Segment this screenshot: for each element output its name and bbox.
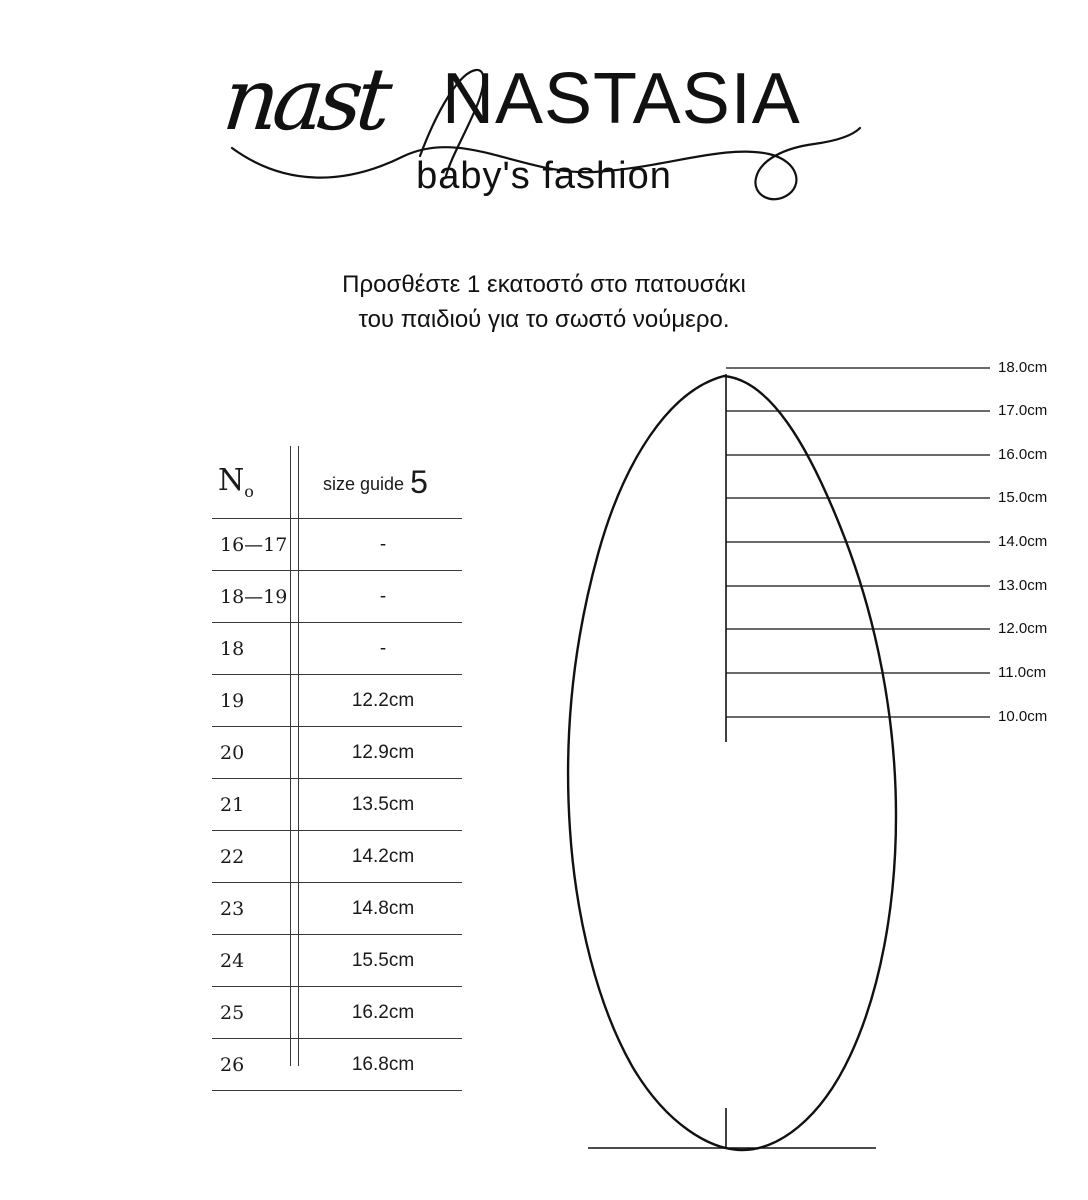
table-header-size-sub: o: [244, 482, 254, 501]
table-cell-size: 25: [212, 987, 309, 1039]
table-row: [212, 779, 462, 831]
scale-label: 14.0cm: [998, 533, 1048, 550]
table-header-size-letter: N: [218, 463, 245, 498]
scale-label: 15.0cm: [998, 489, 1048, 506]
scale-label: 10.0cm: [998, 708, 1048, 725]
table-cell-length: 16.8cm: [309, 1039, 462, 1091]
table-row: [212, 571, 462, 623]
instruction-text: [0, 268, 1088, 338]
table-header-guide-number: 5: [410, 463, 428, 500]
table-cell-size: 18—19: [212, 571, 309, 623]
table-cell-length: 12.2cm: [309, 675, 462, 727]
table-cell-size: 19: [212, 675, 309, 727]
table-cell-size: 23: [212, 883, 309, 935]
table-row: [212, 1039, 462, 1091]
table-cell-length: 16.2cm: [309, 987, 462, 1039]
table-row: [212, 519, 462, 571]
table-cell-length: 14.8cm: [309, 883, 462, 935]
table-cell-size: 16—17: [212, 519, 309, 571]
table-cell-size: 22: [212, 831, 309, 883]
table-cell-size: 24: [212, 935, 309, 987]
scale-label: 12.0cm: [998, 620, 1048, 637]
table-cell-size: 18: [212, 623, 309, 675]
table-header-size: [212, 446, 309, 519]
table-row: [212, 935, 462, 987]
table-row: [212, 987, 462, 1039]
size-guide-table: [212, 446, 462, 1091]
table-cell-length: 13.5cm: [309, 779, 462, 831]
table-cell-length: 14.2cm: [309, 831, 462, 883]
table-cell-length: 12.9cm: [309, 727, 462, 779]
table-cell-length: -: [309, 519, 462, 571]
scale-label: 17.0cm: [998, 402, 1048, 419]
table-cell-length: 15.5cm: [309, 935, 462, 987]
instruction-line-1: Προσθέστε 1 εκατοστό στο πατουσάκι: [342, 271, 746, 298]
logo-tagline: baby's fashion: [416, 155, 672, 197]
logo-wordmark: [218, 36, 864, 156]
foot-outline-svg: [520, 330, 1040, 1180]
logo-script-text: nast: [218, 50, 391, 150]
table-header-row: [212, 446, 462, 519]
table-cell-length: -: [309, 571, 462, 623]
table-cell-length: -: [309, 623, 462, 675]
logo-main-text: NASTASIA: [442, 59, 801, 139]
table-row: [212, 831, 462, 883]
table-row: [212, 623, 462, 675]
scale-label: 16.0cm: [998, 446, 1048, 463]
table-vertical-rule-left: [290, 446, 291, 1066]
brand-logo: [0, 36, 1088, 198]
table-row: [212, 883, 462, 935]
table-vertical-rule-right: [298, 446, 299, 1066]
table-header-guide: [309, 446, 462, 519]
table-header-guide-label: size guide: [323, 473, 405, 494]
table-cell-size: 21: [212, 779, 309, 831]
table-cell-size: 26: [212, 1039, 309, 1091]
scale-label: 18.0cm: [998, 359, 1048, 376]
table-cell-size: 20: [212, 727, 309, 779]
instruction-line-2: του παιδιού για το σωστό νούμερο.: [358, 305, 730, 333]
scale-label: 11.0cm: [998, 664, 1047, 681]
foot-outline-path: [568, 376, 896, 1150]
table-row: [212, 727, 462, 779]
table-row: [212, 675, 462, 727]
scale-label: 13.0cm: [998, 577, 1048, 594]
foot-measurement-diagram: [520, 330, 1048, 1180]
